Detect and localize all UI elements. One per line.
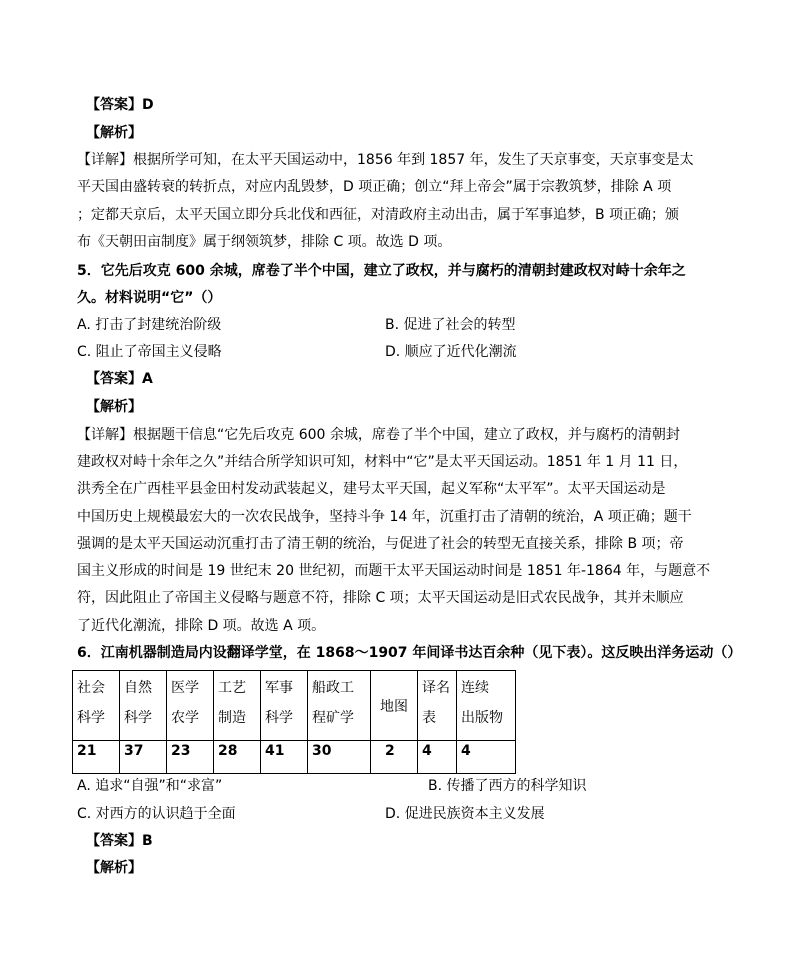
option-a-q5: A. 打击了封建统治阶级 — [77, 317, 222, 333]
table-header-cell: 军事 科学 — [261, 671, 308, 741]
option-b-q5: B. 促进了社会的转型 — [385, 317, 516, 333]
answer-line-q6 — [86, 831, 153, 851]
detail-line: 符，因此阻止了帝国主义侵略与题意不符，排除 C 项；太平天国运动是旧式农民战争，其并未顺应 — [77, 590, 684, 606]
option-d-q6: D. 促进民族资本主义发展 — [385, 806, 545, 822]
answer-label: 【答案】 — [86, 371, 142, 387]
table-value-row — [73, 741, 516, 774]
table-cell: 4 — [418, 741, 457, 774]
question-stem-q5: 5．它先后攻克 600 余城，席卷了半个中国，建立了政权，并与腐朽的清朝封建政权对峙十余年之 — [77, 263, 686, 279]
table-cell: 37 — [120, 741, 167, 774]
option-c-q6: C. 对西方的认识趋于全面 — [77, 806, 236, 822]
analysis-label-q5: 【解析】 — [86, 399, 142, 415]
option-c-q5: C. 阻止了帝国主义侵略 — [77, 344, 222, 360]
answer-line-q4 — [86, 95, 154, 115]
answer-line-q5 — [86, 369, 153, 389]
analysis-label-q4: 【解析】 — [86, 125, 142, 141]
table-cell: 2 — [371, 741, 418, 774]
table-header-cell: 社会 科学 — [73, 671, 120, 741]
detail-line: 【详解】根据题干信息“它先后攻克 600 余城，席卷了半个中国，建立了政权，并与腐朽的清朝封 — [77, 427, 680, 443]
answer-value: D — [142, 97, 154, 113]
table-cell: 23 — [167, 741, 214, 774]
table-header-cell: 自然 科学 — [120, 671, 167, 741]
table-header-row — [73, 671, 516, 741]
answer-value: B — [142, 833, 153, 849]
question-stem-q6: 6．江南机器制造局内设翻译学堂，在 1868～1907 年间译书达百余种（见下表）。这反映出洋务运动（） — [77, 645, 742, 661]
table-cell: 28 — [214, 741, 261, 774]
option-d-q5: D. 顺应了近代化潮流 — [385, 344, 517, 360]
answer-label: 【答案】 — [86, 97, 142, 113]
translation-table — [72, 670, 516, 774]
detail-line: 平天国由盛转衰的转折点，对应内乱毁梦，D 项正确；创立“拜上帝会”属于宗教筑梦，排除 A 项 — [77, 179, 672, 195]
table-header-cell: 医学 农学 — [167, 671, 214, 741]
detail-line: 【详解】根据所学可知，在太平天国运动中，1856 年到 1857 年，发生了天京事变，天京事变是太 — [77, 152, 694, 168]
table-cell: 30 — [308, 741, 371, 774]
table-header-cell: 连续 出版物 — [457, 671, 516, 741]
table-cell: 4 — [457, 741, 516, 774]
detail-line: 国主义形成的时间是 19 世纪末 20 世纪初，而题干太平天国运动时间是 1851 年-1864 年，与题意不 — [77, 563, 711, 579]
option-a-q6: A. 追求“自强”和“求富” — [77, 778, 223, 794]
table-header-cell: 译名 表 — [418, 671, 457, 741]
detail-line: 中国历史上规模最宏大的一次农民战争，坚持斗争 14 年，沉重打击了清朝的统治，A 项正确；题干 — [77, 509, 692, 525]
analysis-label-q6: 【解析】 — [86, 860, 142, 876]
table-header-cell: 船政工 程矿学 — [308, 671, 371, 741]
option-b-q6: B. 传播了西方的科学知识 — [428, 778, 587, 794]
table-cell: 41 — [261, 741, 308, 774]
detail-line: 洪秀全在广西桂平县金田村发动武装起义，建号太平天国，起义军称“太平军”。太平天国运动是 — [77, 481, 666, 497]
question-stem-q5: 久。材料说明“它”（） — [77, 290, 222, 306]
detail-line: 了近代化潮流，排除 D 项。故选 A 项。 — [77, 618, 326, 634]
table-header-cell: 工艺 制造 — [214, 671, 261, 741]
detail-line: 布《天朝田亩制度》属于纲领筑梦，排除 C 项。故选 D 项。 — [77, 234, 452, 250]
table-header-cell: 地图 — [371, 671, 418, 741]
answer-label: 【答案】 — [86, 833, 142, 849]
detail-line: 强调的是太平天国运动沉重打击了清王朝的统治，与促进了社会的转型无直接关系，排除 B 项；帝 — [77, 536, 684, 552]
table-cell: 21 — [73, 741, 120, 774]
detail-line: 建政权对峙十余年之久”并结合所学知识可知，材料中“它”是太平天国运动。1851 年 1 月 11 日， — [77, 454, 688, 470]
detail-line: ；定都天京后，太平天国立即分兵北伐和西征，对清政府主动出击，属于军事追梦，B 项正确；颁 — [77, 207, 680, 223]
answer-value: A — [142, 371, 153, 387]
